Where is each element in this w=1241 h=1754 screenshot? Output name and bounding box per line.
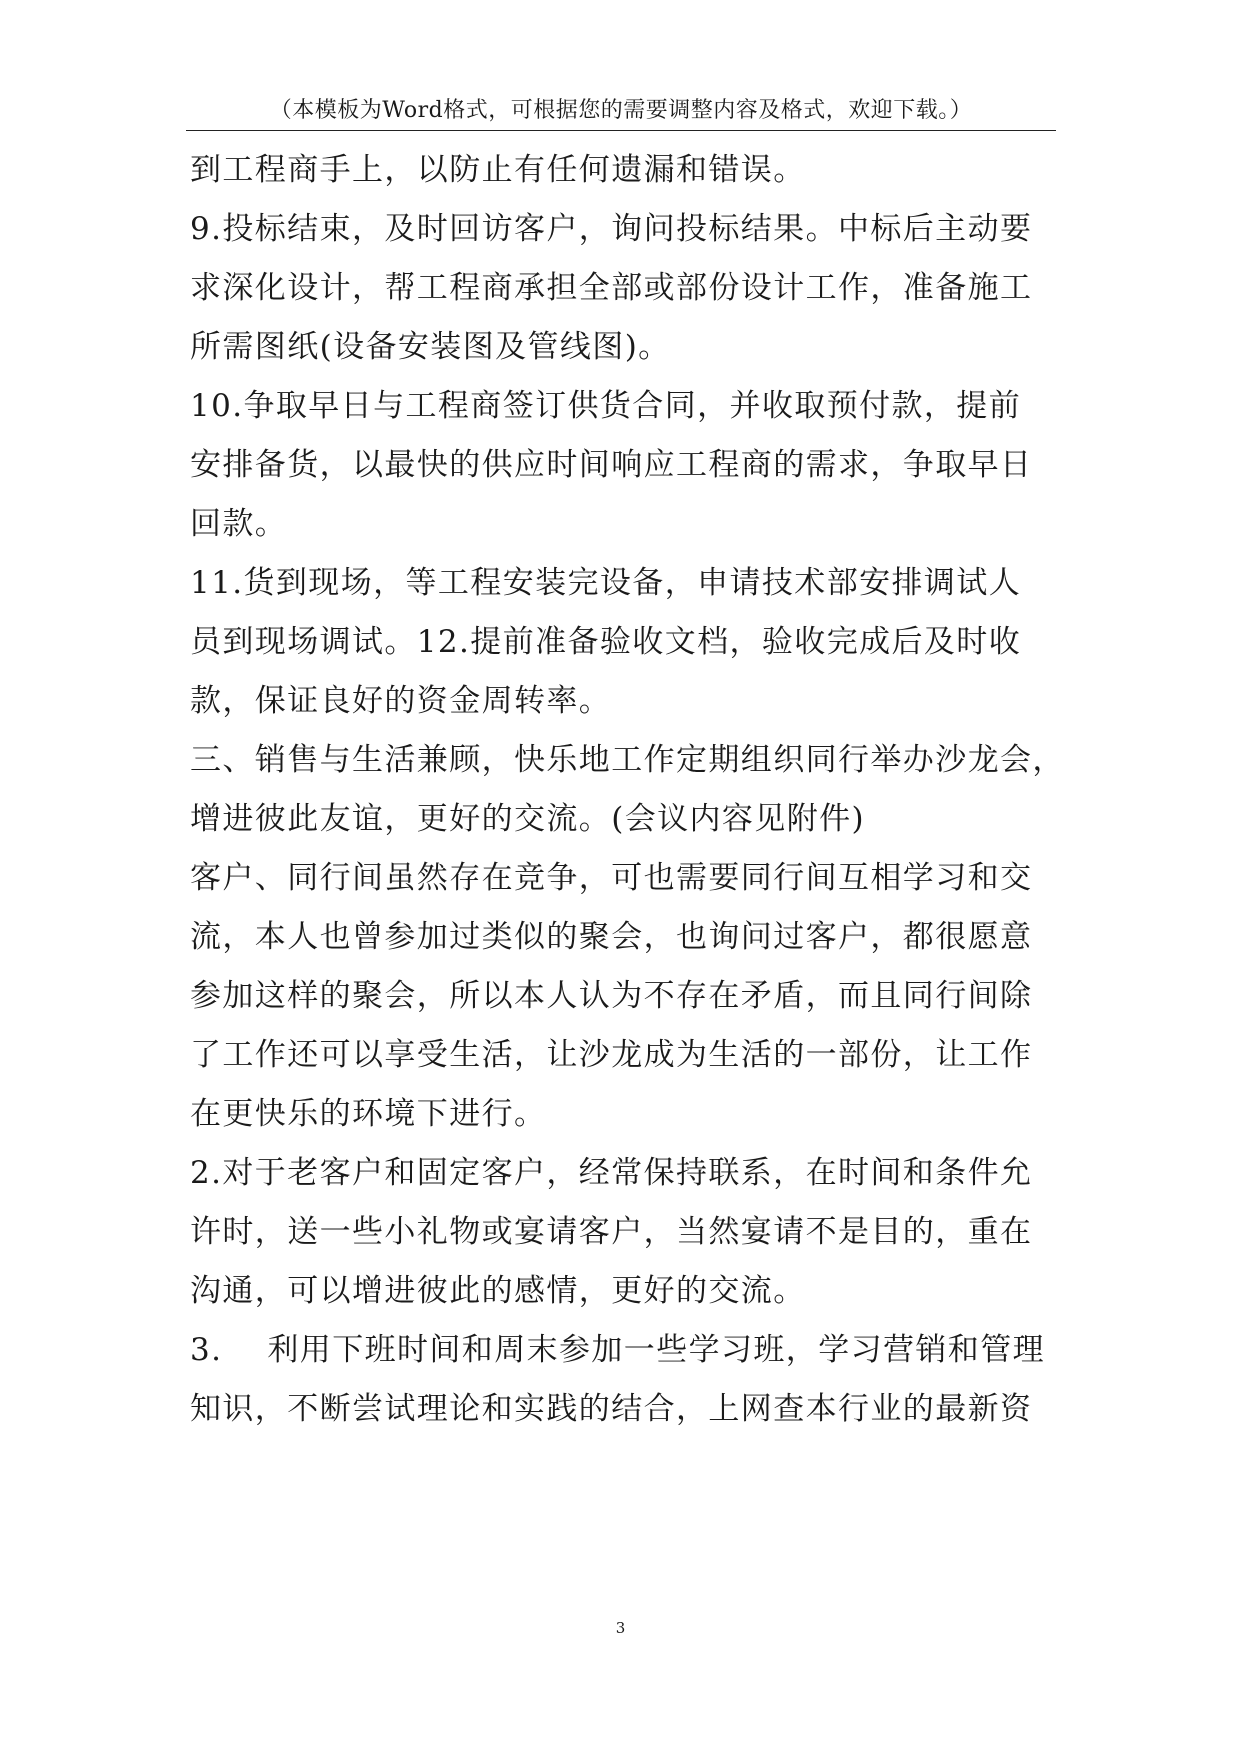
paragraph-line: 增进彼此友谊，更好的交流。(会议内容见附件) (190, 801, 865, 837)
paragraph-line: 回款。 (190, 506, 288, 542)
paragraph-line: 客户、同行间虽然存在竞争，可也需要同行间互相学习和交 (190, 860, 1033, 896)
header-note: （本模板为Word格式，可根据您的需要调整内容及格式，欢迎下载。） (269, 98, 973, 123)
paragraph-line: 11.货到现场，等工程安装完设备，申请技术部安排调试人 (190, 565, 1022, 601)
paragraph-line: 了工作还可以享受生活，让沙龙成为生活的一部份，让工作 (190, 1037, 1033, 1073)
header-rule (186, 130, 1056, 131)
paragraph-line: 求深化设计，帮工程商承担全部或部份设计工作，准备施工 (190, 270, 1033, 306)
paragraph-line: 在更快乐的环境下进行。 (190, 1096, 547, 1132)
paragraph-line: 3. 利用下班时间和周末参加一些学习班，学习营销和管理 (190, 1332, 1045, 1368)
paragraph-line: 9.投标结束，及时回访客户，询问投标结果。中标后主动要 (190, 211, 1033, 247)
paragraph-line: 2.对于老客户和固定客户，经常保持联系，在时间和条件允 (190, 1155, 1033, 1191)
paragraph-line: 安排备货，以最快的供应时间响应工程商的需求，争取早日 (190, 447, 1033, 483)
paragraph-line: 知识，不断尝试理论和实践的结合，上网查本行业的最新资 (190, 1391, 1033, 1427)
page-number: 3 (615, 1619, 626, 1637)
paragraph-line: 所需图纸(设备安装图及管线图)。 (190, 329, 671, 365)
paragraph-line: 参加这样的聚会，所以本人认为不存在矛盾，而且同行间除 (190, 978, 1033, 1014)
paragraph-line: 沟通，可以增进彼此的感情，更好的交流。 (190, 1273, 806, 1309)
paragraph-line: 许时，送一些小礼物或宴请客户，当然宴请不是目的，重在 (190, 1214, 1033, 1250)
paragraph-line: 员到现场调试。12.提前准备验收文档，验收完成后及时收 (190, 624, 1022, 660)
section-heading-line: 三、销售与生活兼顾，快乐地工作定期组织同行举办沙龙会， (190, 742, 1065, 778)
paragraph-line: 10.争取早日与工程商签订供货合同，并收取预付款，提前 (190, 388, 1022, 424)
paragraph-line: 款，保证良好的资金周转率。 (190, 683, 612, 719)
paragraph-line: 到工程商手上，以防止有任何遗漏和错误。 (190, 152, 806, 188)
paragraph-line: 流，本人也曾参加过类似的聚会，也询问过客户，都很愿意 (190, 919, 1033, 955)
